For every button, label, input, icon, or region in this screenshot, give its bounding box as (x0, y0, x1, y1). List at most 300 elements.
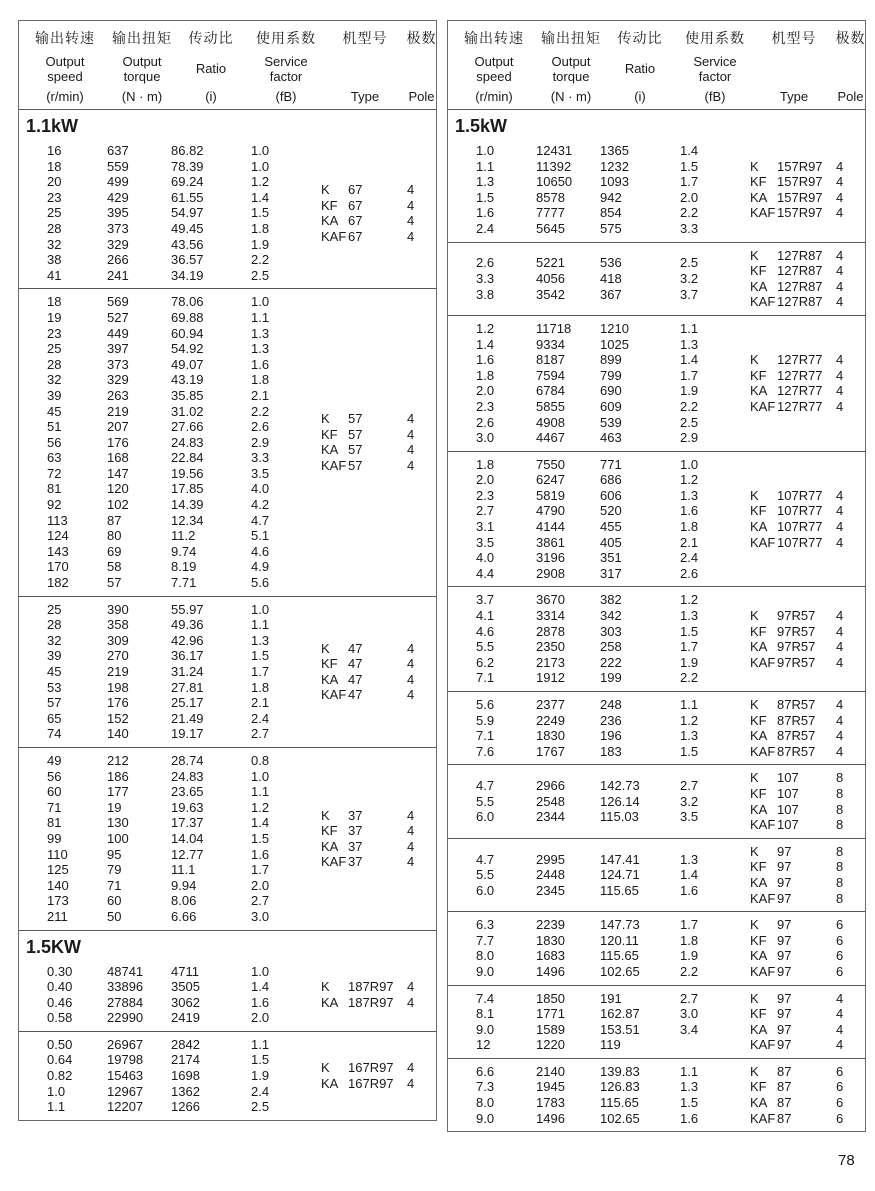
type-prefix: K (750, 770, 759, 786)
ratio-cell: 27.66 (171, 419, 204, 435)
column-header-en (693, 54, 736, 84)
column-header (407, 28, 436, 104)
type-row (750, 1095, 865, 1111)
service-factor-cell: 1.3 (680, 608, 699, 624)
ratio-cell: 124.71 (600, 867, 640, 883)
ratio-cell: 9.74 (171, 543, 197, 559)
ratio-cell: 25.17 (171, 695, 204, 711)
torque-cell: 499 (107, 174, 129, 190)
speed-cell: 9.0 (476, 963, 495, 979)
type-name (750, 383, 836, 399)
service-factor-cell: 5.1 (251, 528, 270, 544)
ratio-cell: 19.56 (171, 465, 204, 481)
ratio-cell: 7.71 (171, 575, 197, 591)
pole-value: 4 (836, 352, 844, 368)
ratio-cell: 126.83 (600, 1079, 640, 1095)
type-row (321, 979, 436, 995)
service-factor-cell: 1.4 (251, 189, 270, 205)
section-title: 1.1kW (26, 116, 79, 136)
service-factor-cell: 4.7 (251, 512, 270, 528)
ratio-cell: 35.85 (171, 387, 204, 403)
type-model: 37 (348, 854, 363, 870)
speed-cell: 4.7 (476, 778, 495, 794)
torque-cell: 3670 (536, 592, 565, 608)
type-prefix: KA (321, 213, 339, 229)
type-row (750, 802, 865, 818)
power-section (19, 110, 436, 930)
type-row (750, 624, 865, 640)
torque-cell: 2345 (536, 882, 565, 898)
torque-cell: 219 (107, 403, 129, 419)
speed-cell: 28 (47, 617, 62, 633)
type-prefix: KAF (750, 205, 776, 221)
data-rows (19, 602, 321, 742)
data-block (448, 911, 865, 984)
service-factor-cell: 2.1 (680, 534, 699, 550)
pole-value: 8 (836, 859, 844, 875)
speed-cell: 140 (47, 877, 69, 893)
type-model: 97 (777, 874, 792, 890)
torque-cell: 569 (107, 294, 129, 310)
speed-cell: 4.4 (476, 565, 495, 581)
type-row (321, 182, 436, 198)
type-name (750, 1111, 836, 1127)
speed-cell: 3.1 (476, 519, 495, 535)
type-prefix: K (750, 917, 759, 933)
type-prefix: K (750, 1063, 759, 1079)
pole-value: 4 (407, 671, 415, 687)
ratio-cell: 69.24 (171, 174, 204, 190)
ratio-cell: 11.1 (171, 862, 196, 878)
ratio-cell: 162.87 (600, 1006, 640, 1022)
service-factor-cell: 3.0 (680, 1006, 699, 1022)
speed-cell: 56 (47, 768, 62, 784)
pole-value: 4 (407, 197, 415, 213)
type-model: 67 (348, 197, 363, 213)
data-rows (19, 143, 321, 283)
type-list (750, 991, 865, 1053)
service-factor-cell: 1.3 (680, 851, 699, 867)
type-model: 107 (777, 801, 799, 817)
type-name (321, 198, 407, 214)
torque-cell: 11718 (536, 320, 572, 336)
speed-cell: 5.5 (476, 793, 495, 809)
type-row (750, 205, 865, 221)
speed-cell: 2.3 (476, 398, 495, 414)
data-block (448, 1058, 865, 1131)
column-header-zh: 输出转速 (35, 30, 95, 46)
torque-cell: 12431 (536, 143, 573, 158)
column-header-zh: 机型号 (342, 30, 388, 46)
data-rows (448, 697, 750, 759)
data-block (448, 315, 865, 451)
torque-cell: 12967 (107, 1083, 144, 1099)
type-prefix: KAF (750, 817, 776, 833)
speed-cell: 41 (47, 267, 62, 283)
type-row (750, 964, 865, 980)
type-row (321, 213, 436, 229)
torque-cell: 9334 (536, 336, 565, 352)
type-prefix: KAF (750, 534, 776, 550)
torque-cell: 152 (107, 710, 129, 726)
ratio-cell: 9.94 (171, 877, 197, 893)
ratio-cell: 61.55 (171, 189, 204, 205)
type-row (750, 488, 865, 504)
speed-cell: 32 (47, 236, 62, 252)
service-factor-cell: 1.6 (680, 503, 699, 519)
service-factor-cell: 2.6 (680, 565, 699, 581)
type-prefix: KAF (321, 687, 347, 703)
pole-value: 8 (836, 785, 844, 801)
data-block (448, 242, 865, 315)
type-row (321, 229, 436, 245)
pole-value: 8 (836, 843, 844, 859)
service-factor-cell: 2.0 (251, 877, 270, 893)
speed-cell: 2.6 (476, 255, 495, 271)
speed-cell: 3.8 (476, 286, 495, 302)
type-prefix: K (750, 158, 759, 174)
type-row (321, 442, 436, 458)
type-name (321, 442, 407, 458)
ratio-cell: 115.03 (600, 809, 639, 825)
type-list (321, 182, 436, 244)
column-header-unit: (r/min) (46, 89, 84, 104)
table-header (448, 21, 865, 110)
column-header-en-line: Ratio (624, 61, 656, 76)
type-model: 87 (777, 1063, 792, 1079)
type-model: 97R57 (777, 608, 816, 624)
ratio-cell: 43.19 (171, 372, 204, 388)
service-factor-cell: 1.4 (680, 867, 699, 883)
type-row (321, 687, 436, 703)
ratio-cell: 899 (600, 352, 622, 368)
service-factor-cell: 1.1 (251, 617, 270, 633)
section-title: 1.5kW (455, 116, 508, 136)
pole-value: 4 (407, 640, 415, 656)
type-prefix: KF (750, 932, 767, 948)
speed-cell: 9.0 (476, 1110, 495, 1126)
torque-cell: 100 (107, 830, 129, 846)
pole-value: 4 (836, 743, 844, 759)
type-model: 97 (777, 990, 792, 1006)
ratio-cell: 539 (600, 414, 622, 430)
pole-value: 6 (836, 932, 844, 948)
table-header (19, 21, 436, 110)
type-row (321, 411, 436, 427)
torque-cell: 4144 (536, 519, 565, 535)
type-prefix: K (321, 1060, 330, 1076)
type-model: 107R77 (777, 534, 823, 550)
type-name (750, 519, 836, 535)
service-factor-cell: 1.0 (251, 601, 270, 617)
type-row (750, 770, 865, 786)
service-factor-cell: 2.4 (251, 710, 270, 726)
pole-value: 4 (407, 807, 415, 823)
speed-cell: 2.0 (476, 472, 495, 488)
type-model: 97 (777, 1006, 792, 1022)
column-header-en-line: torque (123, 68, 161, 84)
pole-value: 4 (836, 608, 844, 624)
type-model: 127R77 (777, 383, 823, 399)
ratio-cell: 12.77 (171, 846, 204, 862)
ratio-cell: 1362 (171, 1083, 200, 1099)
pole-value: 8 (836, 890, 844, 906)
type-prefix: KA (750, 948, 768, 964)
torque-cell: 2239 (536, 917, 565, 933)
ratio-cell: 1210 (600, 320, 629, 336)
type-model: 167R97 (348, 1075, 394, 1091)
column-header-en-line: Ratio (195, 61, 227, 76)
speed-cell: 81 (47, 815, 62, 831)
speed-cell: 32 (47, 372, 62, 388)
service-factor-cell: 1.4 (251, 815, 270, 831)
ratio-cell: 102.65 (600, 963, 640, 979)
pole-value: 4 (836, 1037, 844, 1053)
torque-cell: 1850 (536, 990, 565, 1006)
type-list (321, 979, 436, 1010)
speed-cell: 23 (47, 189, 62, 205)
type-prefix: K (750, 990, 759, 1006)
ratio-cell: 49.07 (171, 356, 204, 372)
ratio-cell: 3062 (171, 994, 200, 1010)
type-list (750, 352, 865, 414)
ratio-cell: 3505 (171, 979, 200, 995)
type-model: 37 (348, 807, 363, 823)
torque-cell: 309 (107, 632, 129, 648)
service-factor-cell: 3.2 (680, 270, 699, 286)
ratio-cell: 606 (600, 487, 622, 503)
type-prefix: K (750, 608, 759, 624)
type-list (750, 488, 865, 550)
torque-cell: 397 (107, 341, 129, 357)
service-factor-cell: 1.9 (680, 948, 699, 964)
type-name (321, 995, 407, 1011)
column-header-en-line: factor (269, 68, 303, 84)
column-header-unit: (N · m) (550, 89, 592, 104)
speed-cell: 2.6 (476, 414, 495, 430)
service-factor-cell: 5.6 (251, 575, 270, 591)
column-header (111, 28, 173, 104)
ratio-cell: 17.85 (171, 481, 204, 497)
pole-value: 4 (836, 503, 844, 519)
type-row (750, 174, 865, 190)
torque-cell: 4467 (536, 430, 565, 446)
ratio-cell: 120.11 (600, 932, 639, 948)
torque-cell: 1767 (536, 743, 565, 759)
speed-cell: 63 (47, 450, 62, 466)
ratio-cell: 126.14 (600, 793, 640, 809)
torque-cell: 219 (107, 664, 129, 679)
type-row (750, 294, 865, 310)
type-row (321, 641, 436, 657)
type-model: 127R87 (777, 247, 823, 263)
speed-cell: 32 (47, 632, 62, 648)
torque-cell: 11392 (536, 158, 572, 174)
type-prefix: KA (750, 189, 768, 205)
ratio-cell: 799 (600, 367, 622, 383)
pole-value: 4 (836, 158, 844, 174)
type-name (321, 411, 407, 427)
type-model: 87R57 (777, 697, 816, 712)
type-prefix: KA (750, 519, 768, 535)
torque-cell: 33896 (107, 979, 144, 995)
type-prefix: KAF (750, 963, 776, 979)
service-factor-cell: 1.8 (680, 519, 699, 535)
speed-cell: 65 (47, 710, 62, 726)
type-model: 107 (777, 770, 799, 786)
type-row (321, 823, 436, 839)
type-model: 187R97 (348, 979, 394, 995)
torque-cell: 2966 (536, 778, 565, 794)
service-factor-cell: 2.6 (251, 419, 270, 435)
pole-value: 4 (836, 174, 844, 190)
type-name (750, 190, 836, 206)
torque-cell: 2377 (536, 697, 565, 712)
torque-cell: 637 (107, 143, 129, 158)
service-factor-cell: 2.9 (680, 430, 699, 446)
type-name (321, 1076, 407, 1092)
data-rows (448, 852, 750, 899)
speed-cell: 7.3 (476, 1079, 495, 1095)
service-factor-cell: 1.8 (251, 220, 270, 236)
type-name (750, 786, 836, 802)
service-factor-cell: 1.0 (680, 456, 699, 472)
service-factor-cell: 1.3 (680, 487, 699, 503)
service-factor-cell: 1.0 (251, 768, 270, 784)
speed-cell: 23 (47, 325, 62, 341)
service-factor-cell: 1.7 (680, 174, 699, 190)
ratio-cell: 54.97 (171, 205, 204, 221)
column-header (448, 28, 540, 104)
type-name (750, 844, 836, 860)
type-model: 97 (777, 1037, 792, 1053)
torque-cell: 2548 (536, 793, 565, 809)
type-name (750, 639, 836, 655)
type-list (750, 608, 865, 670)
torque-cell: 147 (107, 465, 129, 481)
column-header-en-line: Service (693, 53, 737, 69)
column-header-unit: (fB) (275, 89, 297, 104)
torque-cell: 8187 (536, 352, 565, 368)
service-factor-cell: 1.2 (680, 712, 699, 728)
service-factor-cell: 2.5 (251, 1099, 270, 1115)
torque-cell: 3196 (536, 550, 565, 566)
type-prefix: KF (750, 623, 767, 639)
column-header-unit: (r/min) (475, 89, 513, 104)
torque-cell: 4056 (536, 270, 565, 286)
data-block (448, 985, 865, 1058)
service-factor-cell: 1.5 (680, 1095, 699, 1111)
speed-cell: 1.8 (476, 456, 495, 472)
ratio-cell: 60.94 (171, 325, 204, 341)
service-factor-cell: 2.1 (251, 387, 270, 403)
speed-cell: 0.58 (47, 1010, 73, 1026)
service-factor-cell: 1.9 (251, 236, 270, 252)
type-model: 187R97 (348, 994, 394, 1010)
column-header-zh: 使用系数 (685, 30, 745, 46)
pole-value: 4 (407, 979, 415, 995)
type-row (750, 948, 865, 964)
column-header-unit: Pole (837, 89, 864, 104)
type-name (750, 859, 836, 875)
type-prefix: KA (750, 728, 768, 744)
torque-cell: 80 (107, 528, 122, 544)
service-factor-cell: 1.2 (680, 472, 699, 488)
torque-cell: 26967 (107, 1036, 144, 1052)
type-prefix: KF (750, 785, 767, 801)
type-model: 127R87 (777, 294, 823, 310)
type-prefix: K (750, 487, 759, 503)
type-model: 37 (348, 838, 363, 854)
ratio-cell: 191 (600, 990, 622, 1006)
type-row (750, 1064, 865, 1080)
service-factor-cell: 1.1 (680, 1063, 699, 1079)
ratio-cell: 575 (600, 220, 622, 236)
ratio-cell: 1266 (171, 1099, 200, 1115)
pole-value: 4 (836, 205, 844, 221)
ratio-cell: 351 (600, 550, 622, 566)
ratio-cell: 382 (600, 592, 622, 608)
pole-value: 4 (836, 623, 844, 639)
column-header-unit: (N · m) (121, 89, 163, 104)
type-name (750, 1079, 836, 1095)
pole-value: 4 (836, 1021, 844, 1037)
speed-cell: 7.1 (476, 728, 495, 744)
type-model: 97R57 (777, 623, 816, 639)
type-list (750, 917, 865, 979)
speed-cell: 56 (47, 434, 62, 450)
ratio-cell: 536 (600, 255, 622, 271)
ratio-cell: 1365 (600, 143, 629, 158)
type-model: 67 (348, 228, 363, 244)
type-row (750, 159, 865, 175)
torque-cell: 3861 (536, 534, 565, 550)
ratio-cell: 248 (600, 697, 622, 712)
pole-value: 4 (836, 487, 844, 503)
torque-cell: 140 (107, 726, 129, 742)
speed-cell: 60 (47, 784, 62, 800)
column-header-zh: 输出扭矩 (541, 30, 601, 46)
column-header (249, 28, 323, 104)
ratio-cell: 258 (600, 639, 622, 655)
torque-cell: 1589 (536, 1021, 565, 1037)
type-list (321, 641, 436, 703)
type-name (750, 159, 836, 175)
type-model: 107 (777, 817, 799, 833)
speed-cell: 5.5 (476, 639, 495, 655)
type-model: 157R97 (777, 174, 823, 190)
service-factor-cell: 1.2 (680, 592, 699, 608)
service-factor-cell: 1.5 (251, 648, 270, 664)
type-model: 157R97 (777, 189, 823, 205)
service-factor-cell: 1.1 (251, 1036, 270, 1052)
speed-cell: 113 (47, 512, 68, 528)
type-name (321, 854, 407, 870)
type-model: 97 (777, 917, 792, 933)
type-row (750, 1006, 865, 1022)
pole-value: 8 (836, 817, 844, 833)
torque-cell: 207 (107, 419, 129, 435)
type-model: 47 (348, 640, 363, 656)
type-list (750, 844, 865, 906)
service-factor-cell: 3.2 (680, 793, 699, 809)
data-block (448, 764, 865, 837)
torque-cell: 1945 (536, 1079, 565, 1095)
service-factor-cell: 3.4 (680, 1021, 699, 1037)
ratio-cell: 31.24 (171, 664, 204, 679)
speed-cell: 28 (47, 220, 62, 236)
service-factor-cell: 2.1 (251, 695, 270, 711)
